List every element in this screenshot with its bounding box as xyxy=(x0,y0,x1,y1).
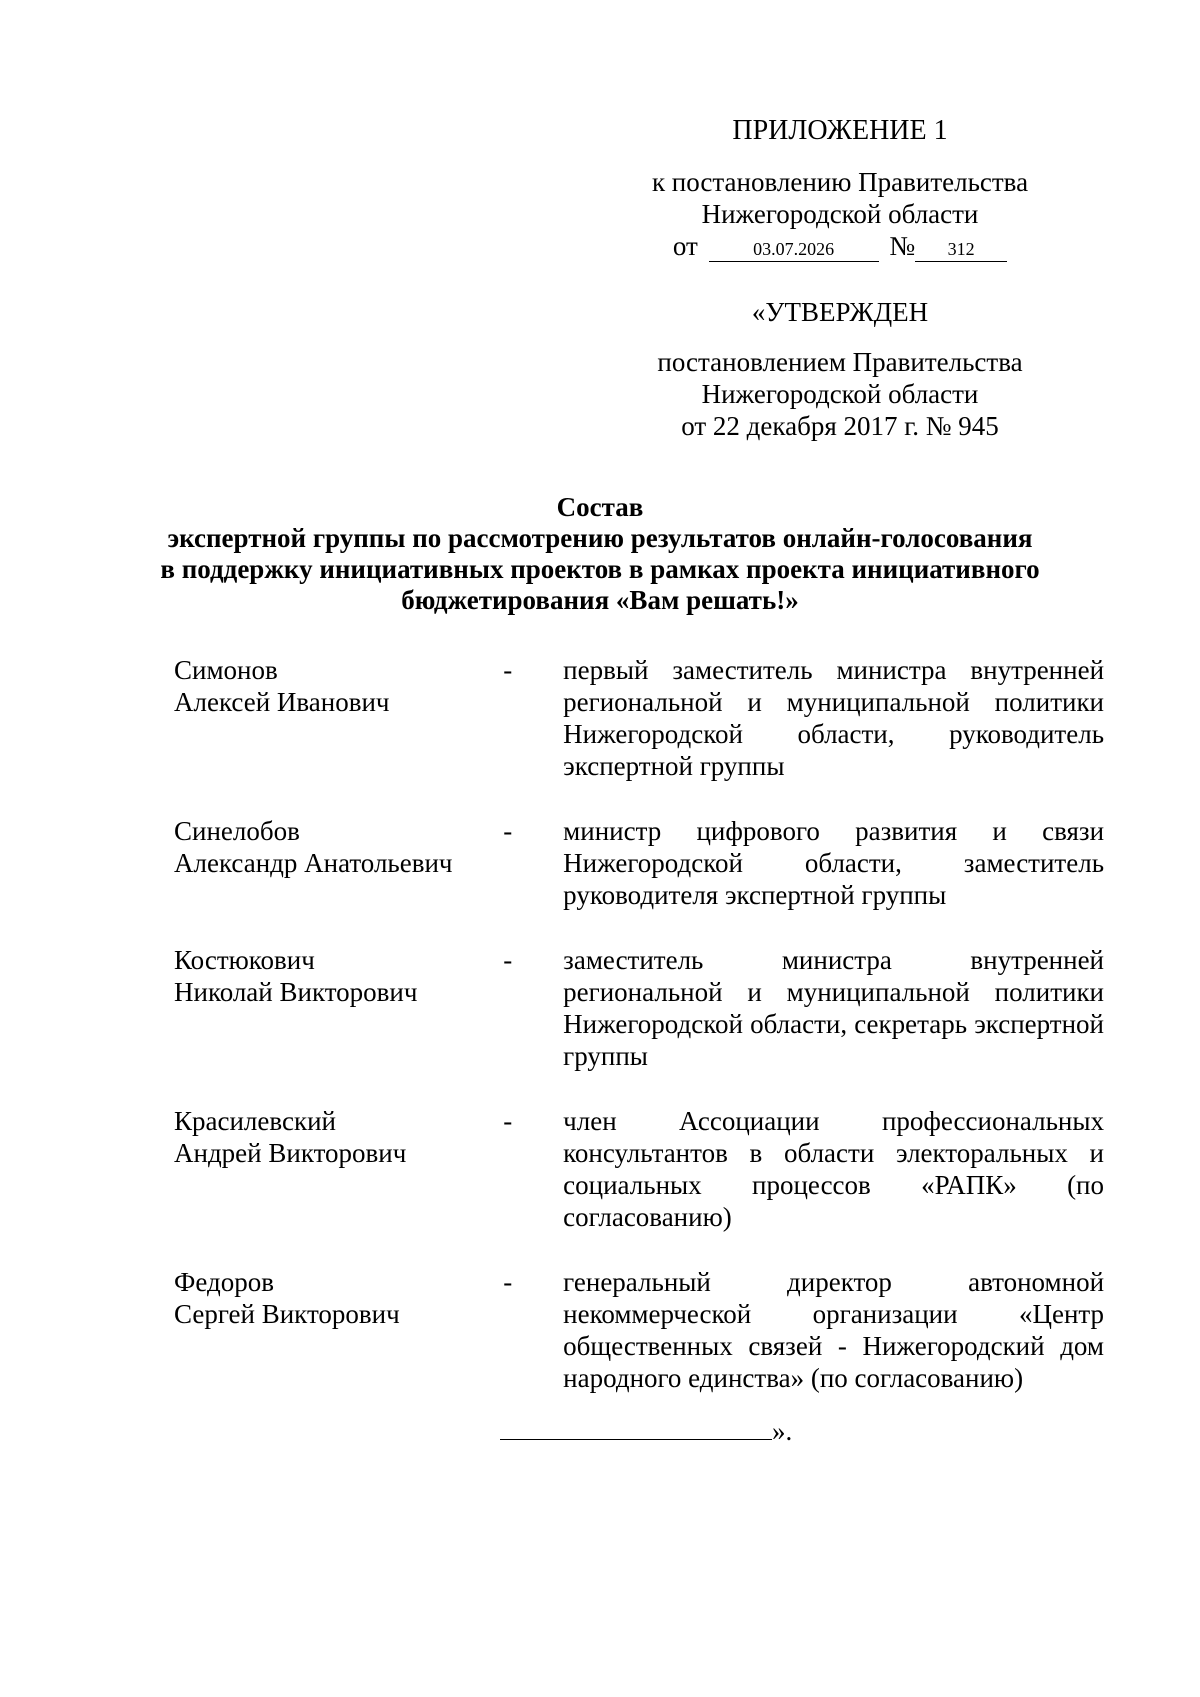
member-row xyxy=(174,1266,1104,1394)
member-name xyxy=(174,815,503,911)
member-role: член Ассоциации профессиональных консультантов в области электоральных и социальных процессов «РАПК» (по согласованию) xyxy=(563,1106,1105,1232)
member-name xyxy=(174,1266,503,1394)
member-given-names: Сергей Викторович xyxy=(174,1299,400,1329)
member-dash: - xyxy=(503,1106,513,1136)
member-surname: Федоров xyxy=(174,1267,274,1297)
member-dash: - xyxy=(503,945,513,975)
member-given-names: Алексей Иванович xyxy=(174,687,390,717)
member-dash: - xyxy=(503,655,513,685)
date-field: 03.07.2026 xyxy=(709,237,879,262)
date-prefix: от xyxy=(672,231,698,261)
title-line-4: бюджетирования «Вам решать!» xyxy=(401,585,799,615)
title-line-3: в поддержку инициативных проектов в рамках проекта инициативного xyxy=(160,554,1040,584)
resolution-date-line xyxy=(620,230,1060,262)
approved-line-1: постановлением Правительства xyxy=(657,347,1023,377)
member-row xyxy=(174,944,1104,1072)
title-line-1: Состав xyxy=(556,492,644,522)
number-sign: № xyxy=(889,231,916,261)
member-dash: - xyxy=(503,1267,513,1297)
member-role: генеральный директор автономной некоммерческой организации «Центр общественных связей - Нижегородский дом народного единства» (по согласованию) xyxy=(563,1267,1105,1393)
member-surname: Костюкович xyxy=(174,945,315,975)
member-list xyxy=(174,654,1104,1394)
member-row xyxy=(174,1105,1104,1233)
resolution-reference xyxy=(620,166,1060,262)
approved-label: «УТВЕРЖДЕН xyxy=(751,297,929,327)
closing-quote: ». xyxy=(772,1416,793,1446)
document-title xyxy=(100,492,1100,616)
approved-line-3: от 22 декабря 2017 г. № 945 xyxy=(681,411,999,441)
member-row xyxy=(174,654,1104,782)
member-surname: Синелобов xyxy=(174,816,300,846)
resolution-line-1: к постановлению Правительства xyxy=(651,167,1029,197)
approved-by-block xyxy=(620,346,1060,442)
member-surname: Симонов xyxy=(174,655,278,685)
member-name xyxy=(174,944,503,1072)
resolution-line-2: Нижегородской области xyxy=(701,199,979,229)
approved-title xyxy=(620,296,1060,328)
closing-mark xyxy=(500,1413,792,1447)
member-role: заместитель министра внутренней региональной и муниципальной политики Нижегородской области, секретарь экспертной группы xyxy=(563,945,1105,1071)
appendix-label: ПРИЛОЖЕНИЕ 1 xyxy=(732,115,948,146)
member-dash: - xyxy=(503,816,513,846)
approved-line-2: Нижегородской области xyxy=(701,379,979,409)
member-name xyxy=(174,654,503,782)
closing-rule xyxy=(500,1413,772,1440)
member-role: министр цифрового развития и связи Нижегородской области, заместитель руководителя экспертной группы xyxy=(563,816,1105,910)
appendix-title xyxy=(620,115,1060,147)
title-line-2: экспертной группы по рассмотрению результатов онлайн-голосования xyxy=(167,523,1033,553)
member-role: первый заместитель министра внутренней региональной и муниципальной политики Нижегородской области, руководитель экспертной группы xyxy=(563,655,1105,781)
member-surname: Красилевский xyxy=(174,1106,336,1136)
member-name xyxy=(174,1105,503,1233)
member-row xyxy=(174,815,1104,911)
member-given-names: Николай Викторович xyxy=(174,977,418,1007)
number-field: 312 xyxy=(915,237,1007,262)
member-given-names: Андрей Викторович xyxy=(174,1138,407,1168)
member-given-names: Александр Анатольевич xyxy=(174,848,453,878)
